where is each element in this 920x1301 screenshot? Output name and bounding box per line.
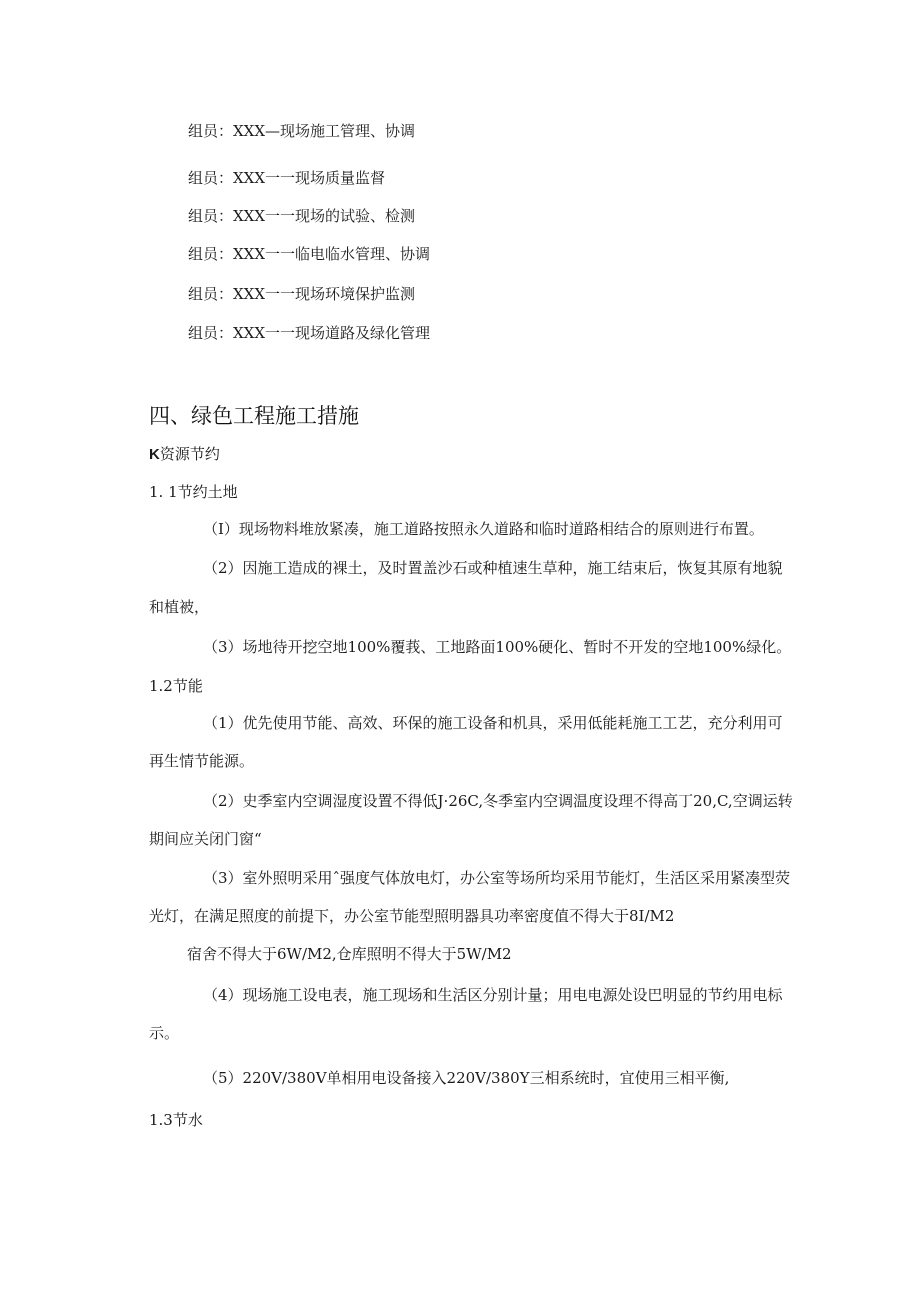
land-para-2-line-1: （2）因施工造成的裸土，及时置盖沙石或种植速生草种，施工结束后，恢复其原有地貌 bbox=[203, 559, 783, 577]
subsection-energy: 1.2节能 bbox=[149, 677, 203, 695]
subsection-land: 1. 1节约土地 bbox=[149, 483, 238, 501]
section-marker: K bbox=[149, 446, 160, 463]
land-para-2-line-2: 和植被， bbox=[149, 598, 210, 616]
member-line-6: 组员：XXX一一现场道路及绿化管理 bbox=[188, 324, 431, 342]
section-resource-saving bbox=[149, 444, 220, 465]
energy-para-4-line-2: 示。 bbox=[149, 1024, 180, 1042]
section-heading: 四、绿色工程施工措施 bbox=[149, 404, 359, 428]
energy-para-1-line-2: 再生情节能源。 bbox=[149, 752, 255, 770]
energy-para-2-line-1: （2）史季室内空调湿度设置不得低J·26C,冬季室内空调温度设理不得高丁20,C,空调运转 bbox=[203, 792, 793, 810]
energy-para-2-line-2: 期间应关闭门窗“ bbox=[149, 830, 262, 848]
energy-para-4-line-1: （4）现场施工设电表，施工现场和生活区分别计量；用电电源处设巴明显的节约用电标 bbox=[203, 986, 783, 1004]
subsection-water: 1.3节水 bbox=[149, 1111, 203, 1129]
member-line-1: 组员：XXX—现场施工管理、协调 bbox=[188, 122, 416, 140]
energy-para-1-line-1: （1）优先使用节能、高效、环保的施工设备和机具，采用低能耗施工工艺，充分利用可 bbox=[203, 714, 783, 732]
energy-para-5: （5）220V/380V单相用电设备接入220V/380Y三相系统时，宜使用三相平衡, bbox=[203, 1069, 730, 1087]
energy-para-3-line-2: 光灯，在满足照度的前提下，办公室节能型照明器具功率密度值不得大于8I/M2 bbox=[149, 907, 675, 925]
member-line-5: 组员：XXX一一现场环境保护监测 bbox=[188, 285, 416, 303]
energy-para-3-line-1: （3）室外照明采用ˆ强度气体放电灯，办公室等场所均采用节能灯，生活区采用紧凑型荧 bbox=[203, 869, 791, 887]
energy-para-3-line-3: 宿舍不得大于6W/M2,仓库照明不得大于5W/M2 bbox=[187, 945, 512, 963]
member-line-3: 组员：XXX一一现场的试验、检测 bbox=[188, 207, 416, 225]
member-line-2: 组员：XXX一一现场质量监督 bbox=[188, 169, 386, 187]
section-title: 资源节约 bbox=[159, 445, 220, 463]
land-para-1: （I）现场物料堆放紧凑，施工道路按照永久道路和临时道路相结合的原则进行布置。 bbox=[203, 520, 764, 538]
land-para-3: （3）场地待开挖空地100%覆莪、工地路面100%硬化、暂时不开发的空地100%绿化。 bbox=[203, 638, 792, 656]
member-line-4: 组员：XXX一一临电临水管理、协调 bbox=[188, 245, 431, 263]
